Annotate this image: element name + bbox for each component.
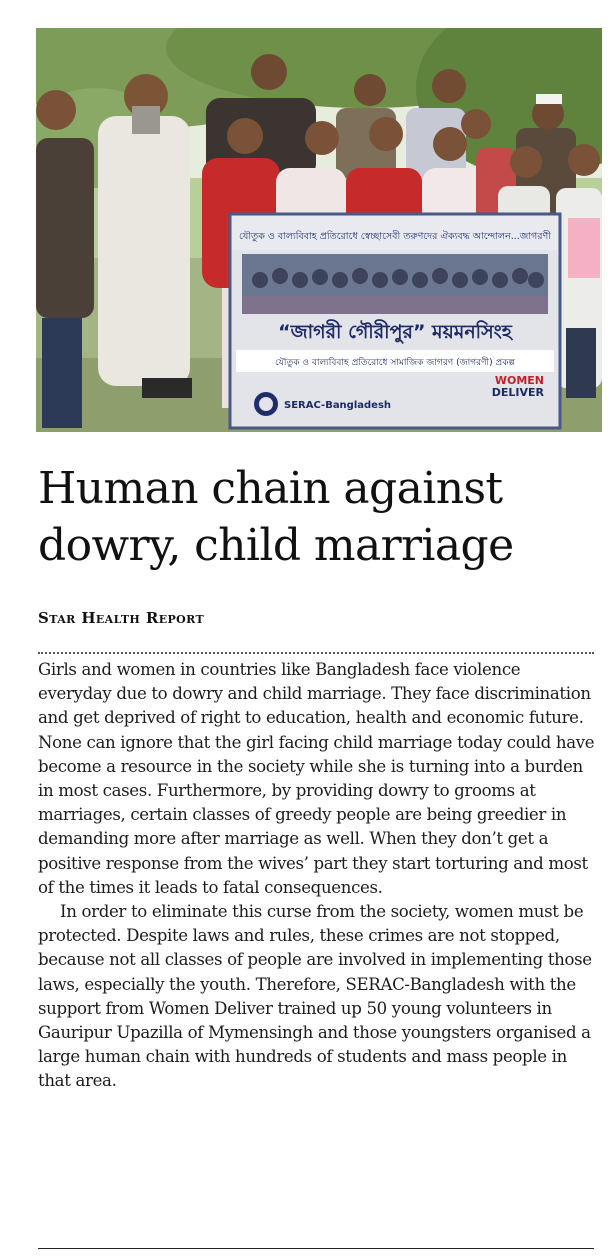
protest-banner xyxy=(230,214,560,428)
banner-sub-text: যৌতুক ও বাল্যবিবাহ প্রতিরোধে সামাজিক জাগরণ (জাগরণী) প্রকল্প xyxy=(275,358,515,368)
article-byline: Star Health Report xyxy=(38,609,205,627)
article-photo xyxy=(36,28,602,432)
women-deliver-logo-line2: DELIVER xyxy=(491,386,544,399)
women-deliver-logo xyxy=(492,374,545,399)
banner-top-text: যৌতুক ও বাল্যবিবাহ প্রতিরোধে স্বেচ্ছাসেবী তরুণদের ঐক্যবদ্ধ আন্দোলন...জাগরণী xyxy=(239,231,551,242)
body-paragraph: In order to eliminate this curse from the society, women must be protected. Despite laws and rules, these crimes are not stopped, because not all classes of people are involved in implementing those laws, especially the youth. Therefore, SERAC-Bangladesh with the support from Women Deliver trained up 50 young volunteers in Gauripur Upazilla of Mymensingh and those youngsters organised a large human chain with hundreds of students and mass people in that area. xyxy=(38,902,592,1091)
dotted-divider xyxy=(38,652,594,654)
body-paragraph: Girls and women in countries like Bangladesh face violence everyday due to dowry and child marriage. They face discrimination and get deprived of right to education, health and economic future. None can ignore that the girl facing child marriage today could have become a resource in the society while she is turning into a burden in most cases. Furthermore, by providing dowry to grooms at marriages, certain classes of greedy people are being greedier in demanding more after marriage as well. When they don’t get a positive response from the wives’ part they start torturing and most of the times it leads to fatal consequences. xyxy=(38,660,595,897)
article-headline: Human chain against dowry, child marriage xyxy=(38,463,514,571)
bottom-divider xyxy=(38,1248,594,1249)
article-body xyxy=(38,658,598,1094)
women-deliver-logo-line1: WOMEN xyxy=(494,374,544,387)
banner-main-text: “জাগরী গৌরীপুর” ময়মনসিংহ xyxy=(278,321,512,343)
serac-logo-text: SERAC-Bangladesh xyxy=(284,400,392,411)
